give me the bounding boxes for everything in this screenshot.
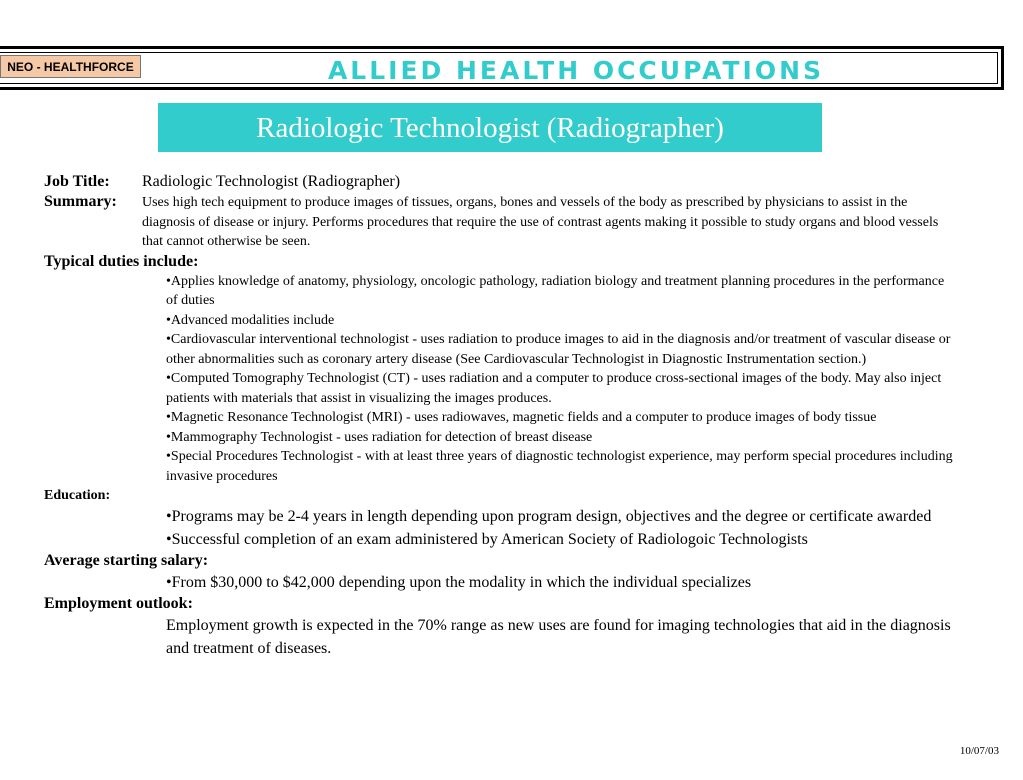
org-label: NEO - HEALTHFORCE <box>0 55 141 78</box>
duties-list <box>166 272 956 487</box>
education-item: •Programs may be 2-4 years in length depending upon program design, objectives and the degree or certificate awarded <box>166 508 932 525</box>
job-title-value: Radiologic Technologist (Radiographer) <box>142 173 401 190</box>
salary-list <box>166 571 956 594</box>
outlook-list <box>166 614 956 660</box>
title-banner: Radiologic Technologist (Radiographer) <box>158 103 822 152</box>
education-item: •Successful completion of an exam administered by American Society of Radiologoic Technologists <box>166 531 808 548</box>
summary-label: Summary: <box>44 193 117 210</box>
footer-date: 10/07/03 <box>959 745 999 757</box>
duties-heading: Typical duties include: <box>44 252 199 270</box>
job-title-label: Job Title: <box>44 173 110 190</box>
salary-heading: Average starting salary: <box>44 552 209 569</box>
duty-item: •Applies knowledge of anatomy, physiology, oncologic pathology, radiation biology and treatment planning procedures in the performance of duties <box>166 273 945 308</box>
outlook-heading: Employment outlook: <box>44 595 193 612</box>
summary-row <box>44 192 974 252</box>
main-heading: ALLIED HEALTH OCCUPATIONS <box>327 56 825 85</box>
content-body <box>44 172 974 660</box>
job-title-row <box>44 172 974 192</box>
salary-item: •From $30,000 to $42,000 depending upon the modality in which the individual specializes <box>166 574 752 591</box>
education-heading: Education: <box>44 488 111 503</box>
duty-item: •Magnetic Resonance Technologist (MRI) - uses radiowaves, magnetic fields and a computer to produce images of body tissue <box>166 410 877 425</box>
duty-item: •Mammography Technologist - uses radiation for detection of breast disease <box>166 429 593 445</box>
education-list <box>166 505 956 551</box>
duty-item: •Cardiovascular interventional technologist - uses radiation to produce images to aid in the diagnosis and/or treatment of vascular disease or other abnormalities such as coronary artery disease (See Cardiovascular Technologist in Diagnostic Instrumentation section.) <box>166 332 951 367</box>
duty-item: •Computed Tomography Technologist (CT) - uses radiation and a computer to produce cross-sectional images of the body. May also inject patients with materials that assist in visualizing the images produces. <box>166 371 942 406</box>
summary-text: Uses high tech equipment to produce images of tissues, organs, bones and vessels of the body as prescribed by physicians to assist in the diagnosis of disease or injury. Performs procedures that require the use of contrast agents making it possible to study organs and blood vessels that cannot otherwise be seen. <box>142 195 939 249</box>
duty-item: •Advanced modalities include <box>166 312 335 328</box>
duty-item: •Special Procedures Technologist - with at least three years of diagnostic technologist experience, may perform special procedures including invasive procedures <box>166 449 953 484</box>
outlook-text: Employment growth is expected in the 70% range as new uses are found for imaging technologies that aid in the diagnosis and treatment of diseases. <box>166 617 951 657</box>
